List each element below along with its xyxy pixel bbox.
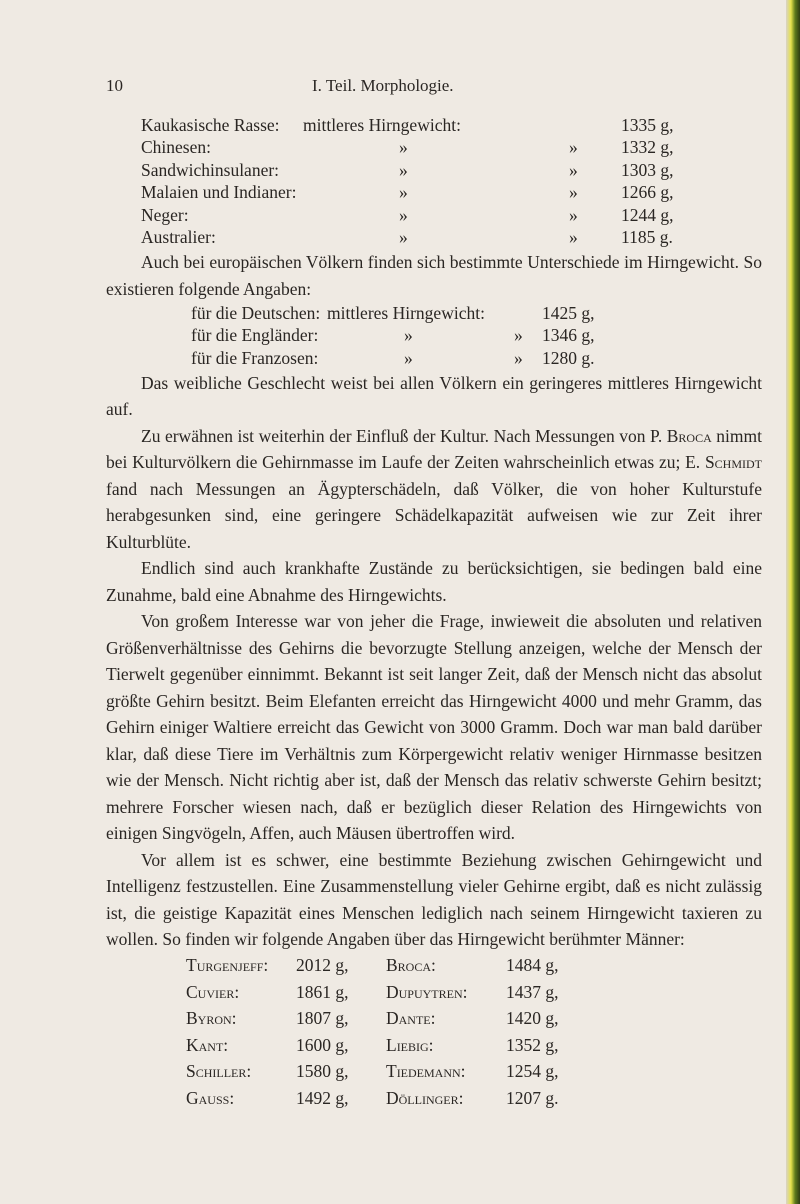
paragraph-culture — [106, 423, 762, 556]
race-label: Kaukasische Rasse: — [141, 114, 280, 135]
ditto-mark: » — [404, 347, 413, 368]
ditto-mark: » — [514, 347, 523, 368]
paragraph-intelligence: Vor allem ist es schwer, eine bestimmte Beziehung zwischen Gehirngewicht und Intelligenz festzustellen. Eine Zusammenstellung vieler Gehirne ergibt, daß es nicht zulässig ist, die geistige Kapazität eines Menschen lediglich nach seinem Hirngewicht taxieren zu wollen. So finden wir folgende Angaben über das Hirngewicht berühmter Männer: — [106, 849, 762, 949]
table-row — [141, 227, 674, 250]
race-label: Sandwichinsulaner: — [141, 159, 280, 180]
ditto-mark: » — [399, 182, 408, 203]
race-label: Neger: — [141, 204, 189, 225]
culture-text-a: Zu erwähnen ist weiterhin der Einfluß der Kultur. Nach Messungen von P. — [141, 425, 663, 446]
table-row — [141, 137, 674, 160]
weight-value: 1207 g. — [506, 1087, 559, 1108]
table-row — [186, 979, 586, 1006]
weight-value: 1266 g, — [621, 182, 674, 203]
paragraph-female-sex: Das weibliche Geschlecht weist bei allen Völkern ein geringeres mittleres Hirngewicht auf. — [106, 372, 762, 419]
ditto-mark: » — [399, 137, 408, 158]
culture-text-c: fand nach Messungen an Ägypterschädeln, daß Völker, die von hoher Kulturstufe herabgesunken sind, eine geringere Schädelkapazität aufweisen wie zur Zeit ihrer Kulturblüte. — [106, 478, 762, 552]
table-row — [141, 204, 674, 227]
ditto-mark: » — [404, 325, 413, 346]
famous-men-brain-weight-table — [186, 953, 586, 1112]
nation-label: für die Engländer: — [191, 325, 319, 346]
person-name: Turgenjeff: — [186, 955, 269, 976]
page-number: 10 — [106, 76, 123, 95]
weight-value: 1332 g, — [621, 137, 674, 158]
ditto-mark: » — [569, 227, 578, 248]
table-row — [186, 1085, 586, 1112]
weight-value: 1335 g, — [621, 114, 674, 135]
person-name: Schiller: — [186, 1061, 252, 1082]
person-name: Dupuytren: — [386, 981, 468, 1002]
quantity-label: mittleres Hirngewicht: — [327, 302, 485, 323]
page-body — [106, 114, 762, 1112]
table-row — [141, 159, 674, 182]
running-head: I. Teil. Morphologie. — [312, 76, 454, 95]
weight-value: 1484 g, — [506, 955, 559, 976]
european-brain-weight-table — [191, 302, 595, 370]
person-name: Tiedemann: — [386, 1061, 466, 1082]
author-broca: Broca — [666, 425, 712, 446]
table-row — [191, 347, 595, 370]
weight-value: 1185 g. — [621, 227, 673, 248]
table-row — [186, 953, 586, 980]
person-name: Kant: — [186, 1034, 229, 1055]
weight-value: 1420 g, — [506, 1008, 559, 1029]
race-label: Chinesen: — [141, 137, 211, 158]
weight-value: 1807 g, — [296, 1008, 349, 1029]
weight-value: 1492 g, — [296, 1087, 349, 1108]
weight-value: 1352 g, — [506, 1034, 559, 1055]
person-name: Gauss: — [186, 1087, 235, 1108]
race-label: Australier: — [141, 227, 216, 248]
author-schmidt: Schmidt — [704, 452, 763, 472]
table-row — [186, 1032, 586, 1059]
ditto-mark: » — [514, 325, 523, 346]
paragraph-disease: Endlich sind auch krankhafte Zustände zu berücksichtigen, sie bedingen bald eine Zunahme, bald eine Abnahme des Hirngewichts. — [106, 558, 762, 605]
ditto-mark: » — [569, 159, 578, 180]
quantity-label: mittleres Hirngewicht: — [303, 114, 461, 135]
weight-value: 1425 g, — [542, 302, 595, 323]
ditto-mark: » — [569, 182, 578, 203]
table-row — [186, 1006, 586, 1033]
ditto-mark: » — [399, 227, 408, 248]
weight-value: 2012 g, — [296, 955, 349, 976]
person-name: Cuvier: — [186, 981, 240, 1002]
table-row — [141, 114, 674, 137]
nation-label: für die Franzosen: — [191, 347, 319, 368]
culture-text-b: nimmt bei Kulturvölkern die Gehirnmasse im Laufe der Zeiten wahrscheinlich etwas zu; E. — [106, 425, 762, 472]
weight-value: 1346 g, — [542, 325, 595, 346]
person-name: Döllinger: — [386, 1087, 464, 1108]
race-label: Malaien und Indianer: — [141, 182, 297, 203]
person-name: Broca: — [386, 955, 436, 976]
person-name: Byron: — [186, 1008, 237, 1029]
ditto-mark: » — [569, 204, 578, 225]
weight-value: 1254 g, — [506, 1061, 559, 1082]
weight-value: 1244 g, — [621, 204, 674, 225]
weight-value: 1580 g, — [296, 1061, 349, 1082]
person-name: Dante: — [386, 1008, 436, 1029]
ditto-mark: » — [569, 137, 578, 158]
book-edge-decoration — [786, 0, 800, 1204]
ditto-mark: » — [399, 204, 408, 225]
weight-value: 1303 g, — [621, 159, 674, 180]
weight-value: 1280 g. — [542, 347, 595, 368]
weight-value: 1861 g, — [296, 981, 349, 1002]
paragraph-relative-size: Von großem Interesse war von jeher die Frage, inwieweit die absoluten und relativen Größenverhältnisse des Gehirns die bevorzugte Stellung anzeigen, welche der Mensch der Tierwelt gegenüber einnimmt. Bekannt ist seit langer Zeit, daß der Mensch nicht das absolut größte Gehirn besitzt. Beim Elefanten erreicht das Hirngewicht 4000 und mehr Gramm, das Gehirn einiger Waltiere erreicht das Gewicht von 3000 Gramm. Doch war man bald darüber klar, daß diese Tiere im Verhältnis zum Körpergewicht relativ weniger Hirnmasse besitzen wie der Mensch. Nicht richtig aber ist, daß der Mensch das relativ schwerste Gehirn besitzt; mehrere Forscher wiesen nach, daß er bezüglich dieser Relation des Hirngewichts von einigen Singvögeln, Affen, auch Mäusen übertroffen wird. — [106, 611, 762, 843]
weight-value: 1600 g, — [296, 1034, 349, 1055]
nation-label: für die Deutschen: — [191, 302, 321, 323]
weight-value: 1437 g, — [506, 981, 559, 1002]
table-row — [141, 182, 674, 205]
paragraph-european-peoples: Auch bei europäischen Völkern finden sich bestimmte Unterschiede im Hirngewicht. So existieren folgende Angaben: — [106, 252, 762, 299]
person-name: Liebig: — [386, 1034, 434, 1055]
table-row — [186, 1059, 586, 1086]
table-row — [191, 325, 595, 348]
race-brain-weight-table — [141, 114, 674, 249]
ditto-mark: » — [399, 159, 408, 180]
table-row — [191, 302, 595, 325]
